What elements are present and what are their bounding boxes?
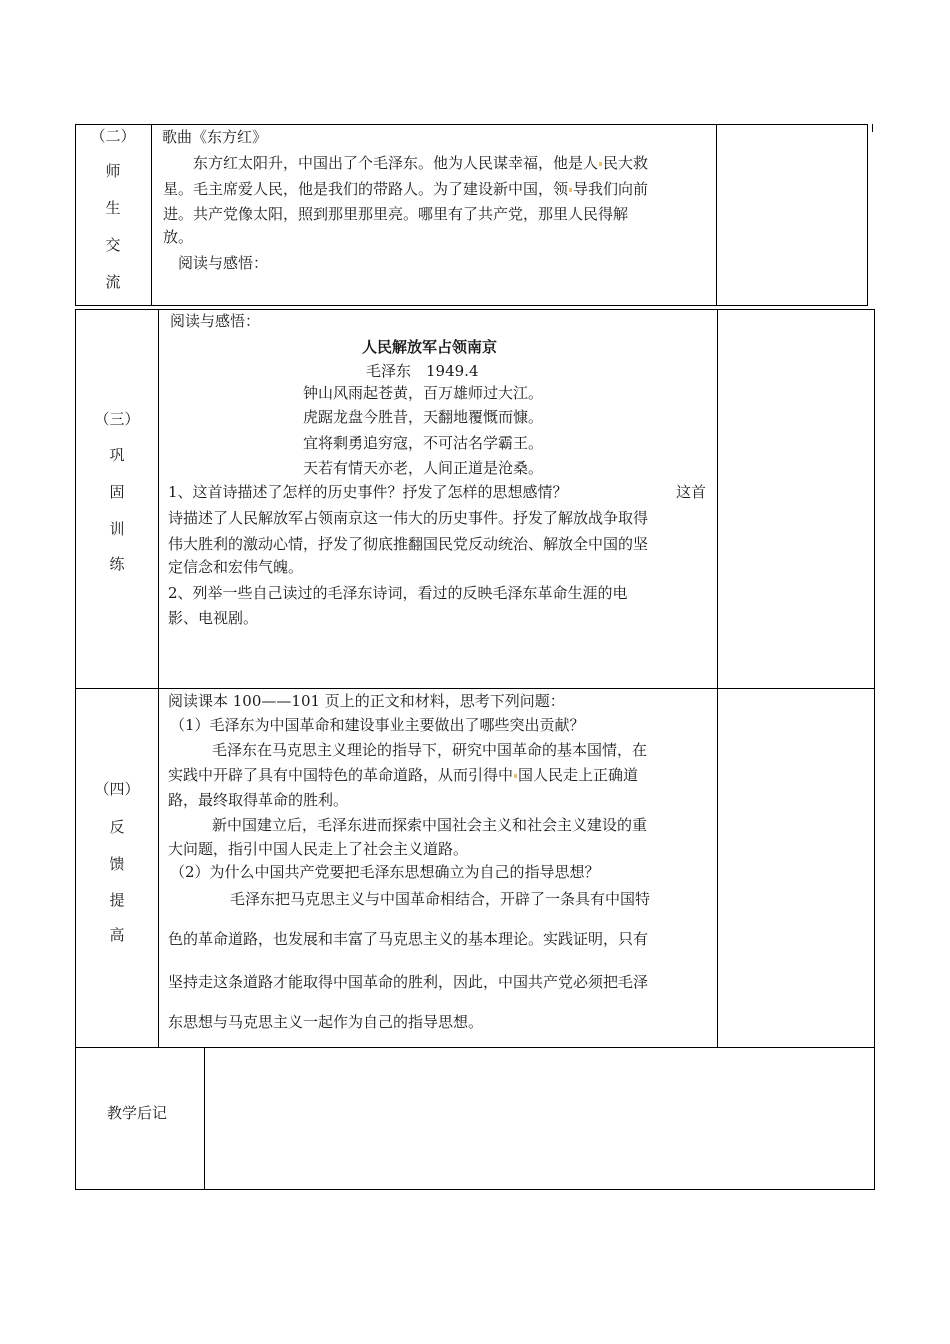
label-char: 师 — [105, 162, 121, 180]
label-char: 巩 — [109, 446, 125, 464]
lyric-line: 放。 — [163, 228, 194, 246]
reading-prompt: 阅读与感悟： — [178, 254, 269, 272]
table-border — [717, 309, 718, 689]
table-border — [151, 124, 152, 306]
label-char: 固 — [109, 483, 125, 501]
label-char: 生 — [105, 199, 121, 217]
table-border — [75, 124, 868, 125]
section-number: （三） — [94, 410, 140, 428]
answer-line: 路，最终取得革命的胜利。 — [168, 791, 349, 809]
answer-line: 坚持走这条道路才能取得中国革命的胜利，因此，中国共产党必须把毛泽 — [168, 973, 649, 991]
answer-line: 新中国建立后，毛泽东进而探索中国社会主义和社会主义建设的重 — [212, 816, 648, 834]
label-char: 高 — [109, 926, 125, 944]
table-border — [874, 688, 875, 1048]
song-title: 歌曲《东方红》 — [162, 128, 268, 146]
question-2: （2）为什么中国共产党要把毛泽东思想确立为自己的指导思想？ — [170, 863, 600, 881]
answer-line: 毛泽东在马克思主义理论的指导下，研究中国革命的基本国情，在 — [212, 741, 648, 759]
answer-line: 大问题，指引中国人民走上了社会主义道路。 — [168, 840, 469, 858]
table-border — [158, 309, 159, 689]
reading-prompt: 阅读与感悟： — [170, 312, 261, 330]
answer-1-start: 这首 — [676, 483, 707, 501]
label-char: 流 — [105, 273, 121, 291]
question-1: 1、这首诗描述了怎样的历史事件？抒发了怎样的思想感情？ — [168, 483, 568, 501]
question-2: 2、列举一些自己读过的毛泽东诗词，看过的反映毛泽东革命生涯的电 — [168, 584, 628, 602]
table-border — [874, 309, 875, 689]
table-border — [75, 688, 875, 689]
lyric-line: 进。共产党像太阳，照到那里那里亮。哪里有了共产党，那里人民得解 — [163, 205, 629, 223]
table-border — [716, 124, 717, 306]
answer-line: 定信念和宏伟气魄。 — [168, 558, 304, 576]
section-number: （二） — [90, 127, 136, 145]
label-char: 馈 — [109, 855, 125, 873]
table-border — [717, 688, 718, 1048]
table-border — [75, 1047, 875, 1048]
poem-title: 人民解放军占领南京 — [362, 338, 498, 356]
question-1: （1）毛泽东为中国革命和建设事业主要做出了哪些突出贡献？ — [170, 716, 585, 734]
answer-line: 东思想与马克思主义一起作为自己的指导思想。 — [168, 1013, 484, 1031]
table-border — [75, 1047, 76, 1190]
poem-line: 虎踞龙盘今胜昔，天翻地覆慨而慷。 — [303, 408, 544, 426]
answer-line: 伟大胜利的激动心情，抒发了彻底推翻国民党反动统治、解放全中国的坚 — [168, 535, 649, 553]
table-border — [204, 1047, 205, 1190]
table-border — [75, 309, 76, 689]
label-char: 交 — [105, 236, 121, 254]
label-char: 提 — [109, 891, 125, 909]
table-border — [75, 305, 868, 306]
table-border — [867, 124, 868, 306]
table-border — [874, 1047, 875, 1190]
table-border — [75, 1189, 875, 1190]
label-char: 反 — [109, 818, 125, 836]
section-number: （四） — [94, 780, 140, 798]
table-border — [75, 124, 76, 306]
ink-mark — [599, 162, 602, 166]
answer-line: 诗描述了人民解放军占领南京这一伟大的历史事件。抒发了解放战争取得 — [168, 509, 649, 527]
table-border — [158, 688, 159, 1048]
ink-mark — [569, 188, 572, 192]
ink-mark — [514, 774, 517, 778]
table-border — [872, 124, 873, 132]
lyric-line: 星。毛主席爱人民，他是我们的带路人。为了建设新中国，领 导我们向前 — [163, 180, 649, 198]
poem-author: 毛泽东 1949.4 — [366, 362, 479, 380]
answer-line: 毛泽东把马克思主义与中国革命相结合，开辟了一条具有中国特 — [230, 890, 651, 908]
answer-line: 色的革命道路，也发展和丰富了马克思主义的基本理论。实践证明，只有 — [168, 930, 649, 948]
poem-line: 天若有情天亦老，人间正道是沧桑。 — [303, 459, 544, 477]
poem-line: 宜将剩勇追穷寇，不可沽名学霸王。 — [303, 434, 544, 452]
lyric-line: 东方红太阳升，中国出了个毛泽东。他为人民谋幸福，他是人 民大救 — [193, 154, 649, 172]
teaching-notes-label: 教学后记 — [107, 1104, 168, 1122]
poem-line: 钟山风雨起苍黄，百万雄师过大江。 — [303, 384, 544, 402]
question-2-cont: 影、电视剧。 — [168, 609, 259, 627]
label-char: 练 — [109, 555, 125, 573]
answer-line: 实践中开辟了具有中国特色的革命道路，从而引得中 国人民走上正确道 — [168, 766, 639, 784]
reading-intro: 阅读课本 100——101 页上的正文和材料，思考下列问题： — [168, 692, 565, 710]
label-char: 训 — [109, 520, 125, 538]
table-border — [75, 688, 76, 1048]
